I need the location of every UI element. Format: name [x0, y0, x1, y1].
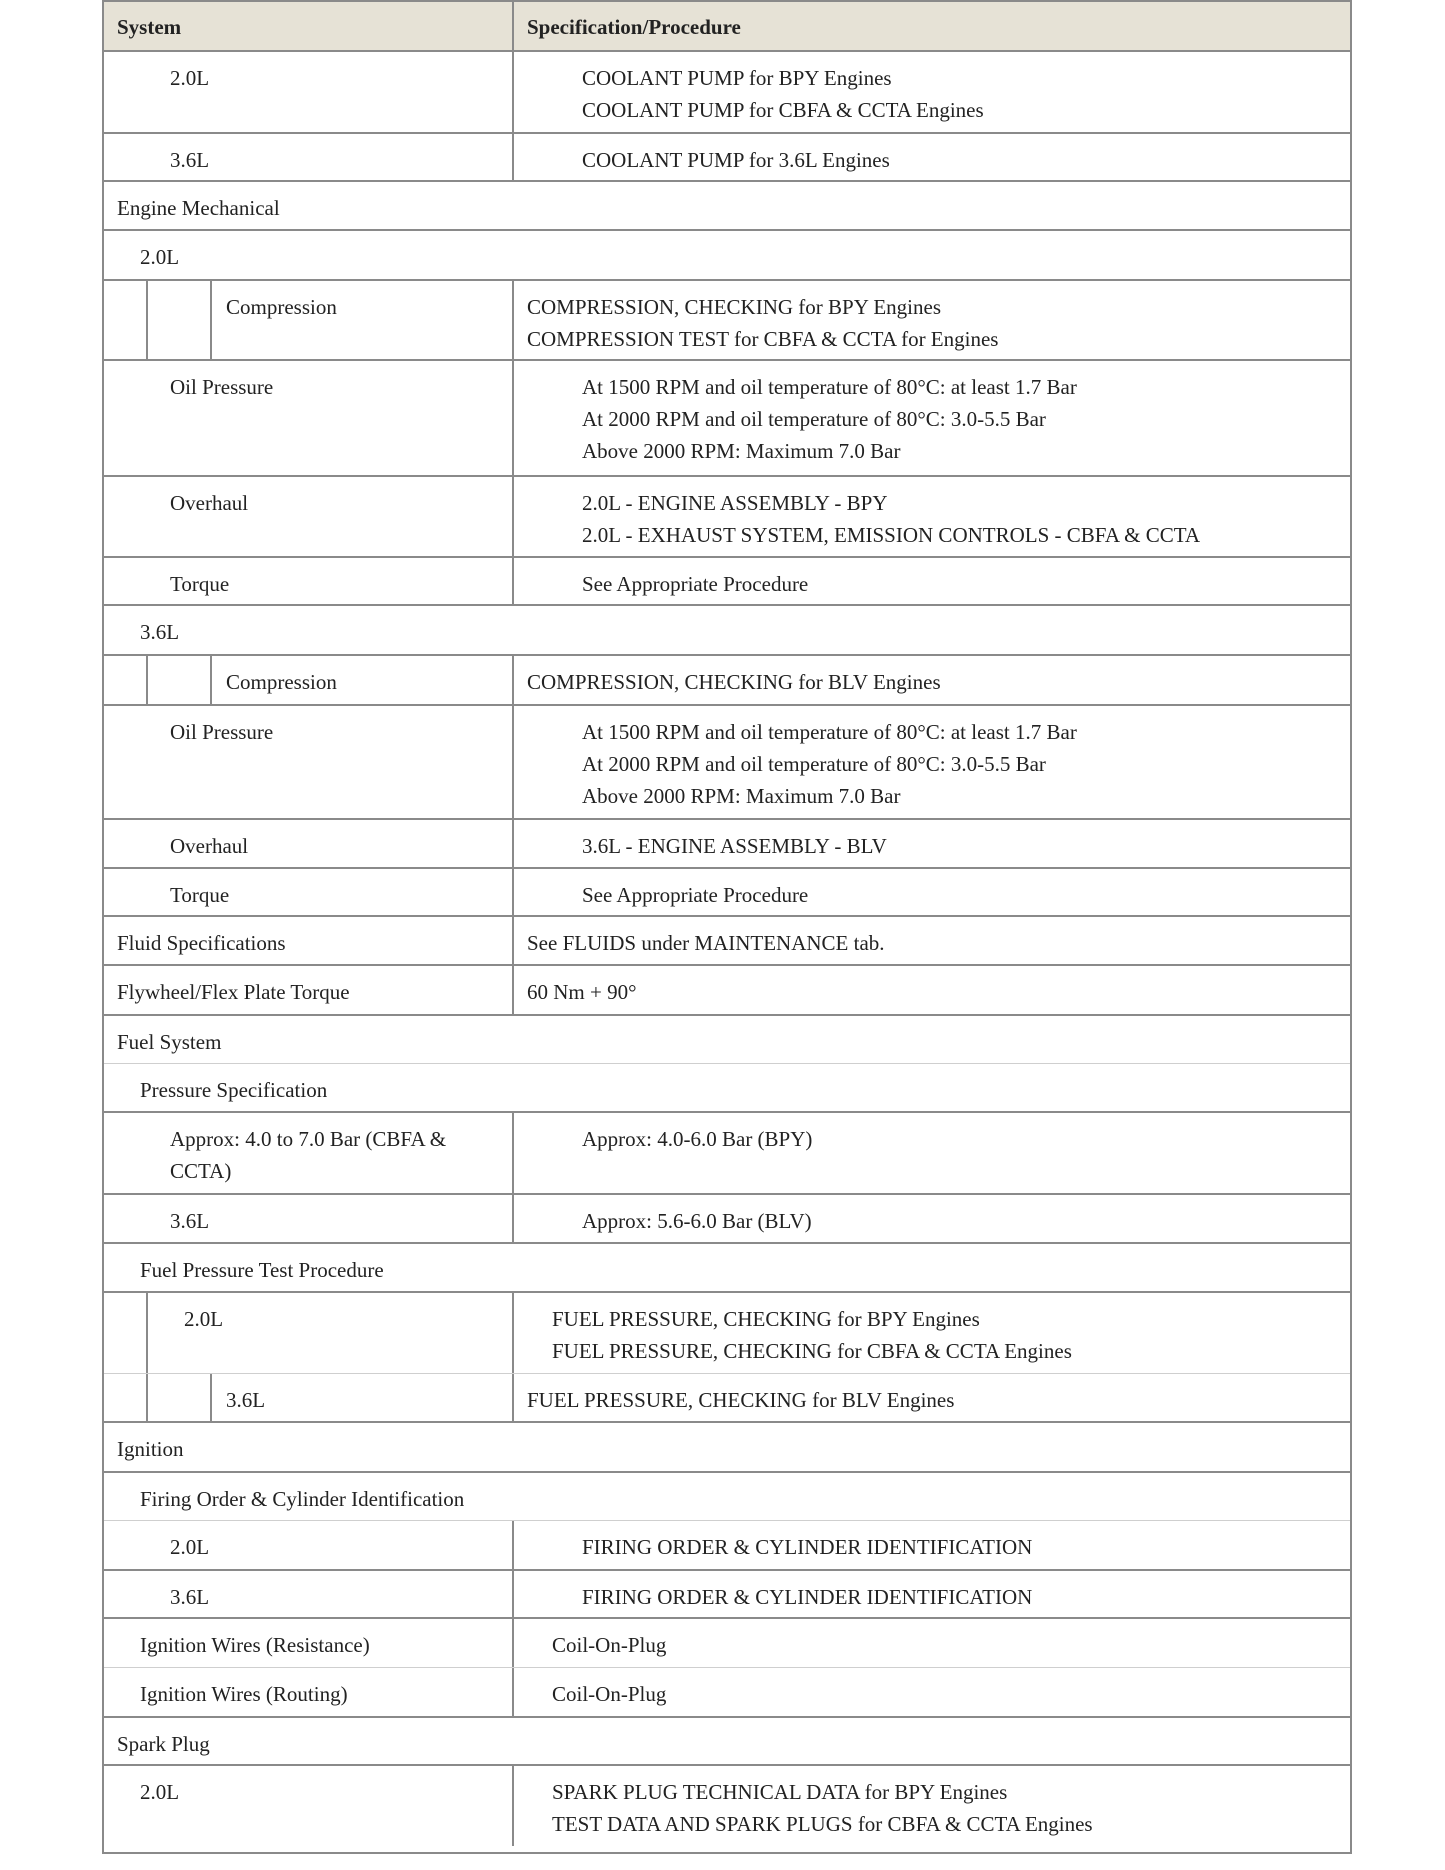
- spec-cell: [582, 1581, 1032, 1613]
- spec-table: [102, 0, 1352, 1854]
- table-row: [104, 281, 1350, 361]
- spec-cell: [527, 976, 637, 1008]
- subsection-label: 3.6L: [140, 620, 180, 644]
- system-cell: Ignition Wires (Resistance): [140, 1633, 370, 1657]
- spec-line: COOLANT PUMP for CBFA & CCTA Engines: [582, 98, 984, 122]
- spec-line: 60 Nm + 90°: [527, 980, 637, 1004]
- spec-line: At 2000 RPM and oil temperature of 80°C: 3.0-5.5 Bar: [582, 752, 1046, 776]
- system-cell: 2.0L: [140, 1780, 180, 1804]
- spec-line: COMPRESSION, CHECKING for BPY Engines: [527, 295, 942, 319]
- section-row: [104, 1423, 1350, 1473]
- system-cell: 2.0L: [184, 1307, 224, 1331]
- table-row: [104, 558, 1350, 606]
- spec-cell: [582, 716, 1077, 812]
- table-row: [104, 1619, 1350, 1668]
- spec-line: COOLANT PUMP for BPY Engines: [582, 66, 892, 90]
- table-row: [104, 656, 1350, 706]
- system-cell: Flywheel/Flex Plate Torque: [117, 980, 350, 1004]
- spec-cell: [582, 1123, 812, 1155]
- spec-cell: [527, 1384, 954, 1416]
- header-system: System: [117, 15, 182, 39]
- spec-line: Coil-On-Plug: [552, 1682, 667, 1706]
- table-row: [104, 1374, 1350, 1423]
- section-row: [104, 1016, 1350, 1064]
- system-cell: Overhaul: [170, 834, 249, 858]
- system-cell: Compression: [226, 670, 337, 694]
- table-header: [104, 2, 1350, 52]
- spec-line: COOLANT PUMP for 3.6L Engines: [582, 148, 890, 172]
- table-row: [104, 869, 1350, 917]
- table-row: [104, 966, 1350, 1016]
- spec-line: See Appropriate Procedure: [582, 883, 809, 907]
- spec-line: Approx: 4.0-6.0 Bar (BPY): [582, 1127, 813, 1151]
- spec-cell: [582, 371, 1077, 467]
- table-row: [104, 361, 1350, 477]
- spec-line: FUEL PRESSURE, CHECKING for BPY Engines: [552, 1307, 980, 1331]
- system-cell: Overhaul: [170, 491, 249, 515]
- spec-line: Coil-On-Plug: [552, 1633, 667, 1657]
- subsection-label: Pressure Specification: [140, 1078, 328, 1102]
- table-row: [104, 52, 1350, 134]
- subsection-row: [104, 1473, 1350, 1521]
- system-cell: 3.6L: [170, 148, 210, 172]
- system-cell: 3.6L: [170, 1585, 210, 1609]
- spec-cell: [582, 144, 890, 176]
- system-cell: 2.0L: [170, 66, 210, 90]
- system-cell: Compression: [226, 295, 337, 319]
- subsection-label: 2.0L: [140, 245, 180, 269]
- system-cell: Oil Pressure: [170, 720, 274, 744]
- section-row: [104, 182, 1350, 231]
- header-spec: Specification/Procedure: [527, 15, 741, 39]
- spec-line: FUEL PRESSURE, CHECKING for CBFA & CCTA Engines: [552, 1339, 1072, 1363]
- spec-line: Above 2000 RPM: Maximum 7.0 Bar: [582, 784, 901, 808]
- spec-line: FUEL PRESSURE, CHECKING for BLV Engines: [527, 1388, 955, 1412]
- spec-cell: [582, 487, 1200, 551]
- spec-cell: [582, 879, 808, 911]
- spec-line: At 1500 RPM and oil temperature of 80°C: at least 1.7 Bar: [582, 375, 1077, 399]
- system-cell: Torque: [170, 572, 230, 596]
- spec-cell: [582, 1205, 812, 1237]
- system-cell: 3.6L: [226, 1388, 266, 1412]
- table-row: [104, 1668, 1350, 1718]
- spec-line: FIRING ORDER & CYLINDER IDENTIFICATION: [582, 1535, 1033, 1559]
- system-cell: Torque: [170, 883, 230, 907]
- spec-line: 2.0L - ENGINE ASSEMBLY - BPY: [582, 491, 888, 515]
- spec-cell: [527, 291, 998, 355]
- table-row: [104, 1521, 1350, 1571]
- subsection-row: [104, 1244, 1350, 1293]
- spec-cell: [552, 1678, 666, 1710]
- spec-line: FIRING ORDER & CYLINDER IDENTIFICATION: [582, 1585, 1033, 1609]
- subsection-row: [104, 1064, 1350, 1113]
- table-row: [104, 1571, 1350, 1619]
- table-row: [104, 1766, 1350, 1846]
- spec-line: Approx: 5.6-6.0 Bar (BLV): [582, 1209, 812, 1233]
- table-row: [104, 1293, 1350, 1374]
- spec-cell: [582, 830, 887, 862]
- table-row: [104, 1195, 1350, 1244]
- table-row: [104, 820, 1350, 869]
- section-label: Engine Mechanical: [117, 196, 280, 220]
- system-cell: 2.0L: [170, 1535, 210, 1559]
- spec-line: COMPRESSION TEST for CBFA & CCTA for Engines: [527, 327, 999, 351]
- section-label: Ignition: [117, 1437, 184, 1461]
- table-row: [104, 1113, 1350, 1195]
- spec-line: 3.6L - ENGINE ASSEMBLY - BLV: [582, 834, 887, 858]
- spec-line: 2.0L - EXHAUST SYSTEM, EMISSION CONTROLS - CBFA & CCTA: [582, 523, 1201, 547]
- table-row: [104, 134, 1350, 182]
- system-cell: Fluid Specifications: [117, 931, 286, 955]
- table-row: [104, 917, 1350, 966]
- spec-cell: [552, 1303, 1072, 1367]
- subsection-row: [104, 231, 1350, 281]
- subsection-row: [104, 606, 1350, 656]
- system-cell: Approx: 4.0 to 7.0 Bar (CBFA & CCTA): [170, 1127, 447, 1183]
- table-row: [104, 706, 1350, 820]
- section-row: [104, 1718, 1350, 1766]
- spec-cell: [582, 1531, 1032, 1563]
- table-row: [104, 477, 1350, 558]
- subsection-label: Fuel Pressure Test Procedure: [140, 1258, 384, 1282]
- section-label: Fuel System: [117, 1030, 222, 1054]
- spec-line: See FLUIDS under MAINTENANCE tab.: [527, 931, 885, 955]
- spec-line: TEST DATA AND SPARK PLUGS for CBFA & CCTA Engines: [552, 1812, 1093, 1836]
- spec-line: COMPRESSION, CHECKING for BLV Engines: [527, 670, 941, 694]
- system-cell: Oil Pressure: [170, 375, 274, 399]
- spec-cell: [527, 927, 885, 959]
- spec-line: See Appropriate Procedure: [582, 572, 809, 596]
- spec-line: SPARK PLUG TECHNICAL DATA for BPY Engines: [552, 1780, 1008, 1804]
- spec-cell: [582, 62, 984, 126]
- spec-cell: [552, 1629, 666, 1661]
- system-cell: 3.6L: [170, 1209, 210, 1233]
- system-cell: Ignition Wires (Routing): [140, 1682, 348, 1706]
- section-label: Spark Plug: [117, 1732, 210, 1756]
- spec-cell: [527, 666, 941, 698]
- spec-cell: [582, 568, 808, 600]
- spec-line: At 1500 RPM and oil temperature of 80°C: at least 1.7 Bar: [582, 720, 1077, 744]
- spec-line: At 2000 RPM and oil temperature of 80°C: 3.0-5.5 Bar: [582, 407, 1046, 431]
- spec-line: Above 2000 RPM: Maximum 7.0 Bar: [582, 439, 901, 463]
- subsection-label: Firing Order & Cylinder Identification: [140, 1487, 465, 1511]
- spec-cell: [552, 1776, 1093, 1840]
